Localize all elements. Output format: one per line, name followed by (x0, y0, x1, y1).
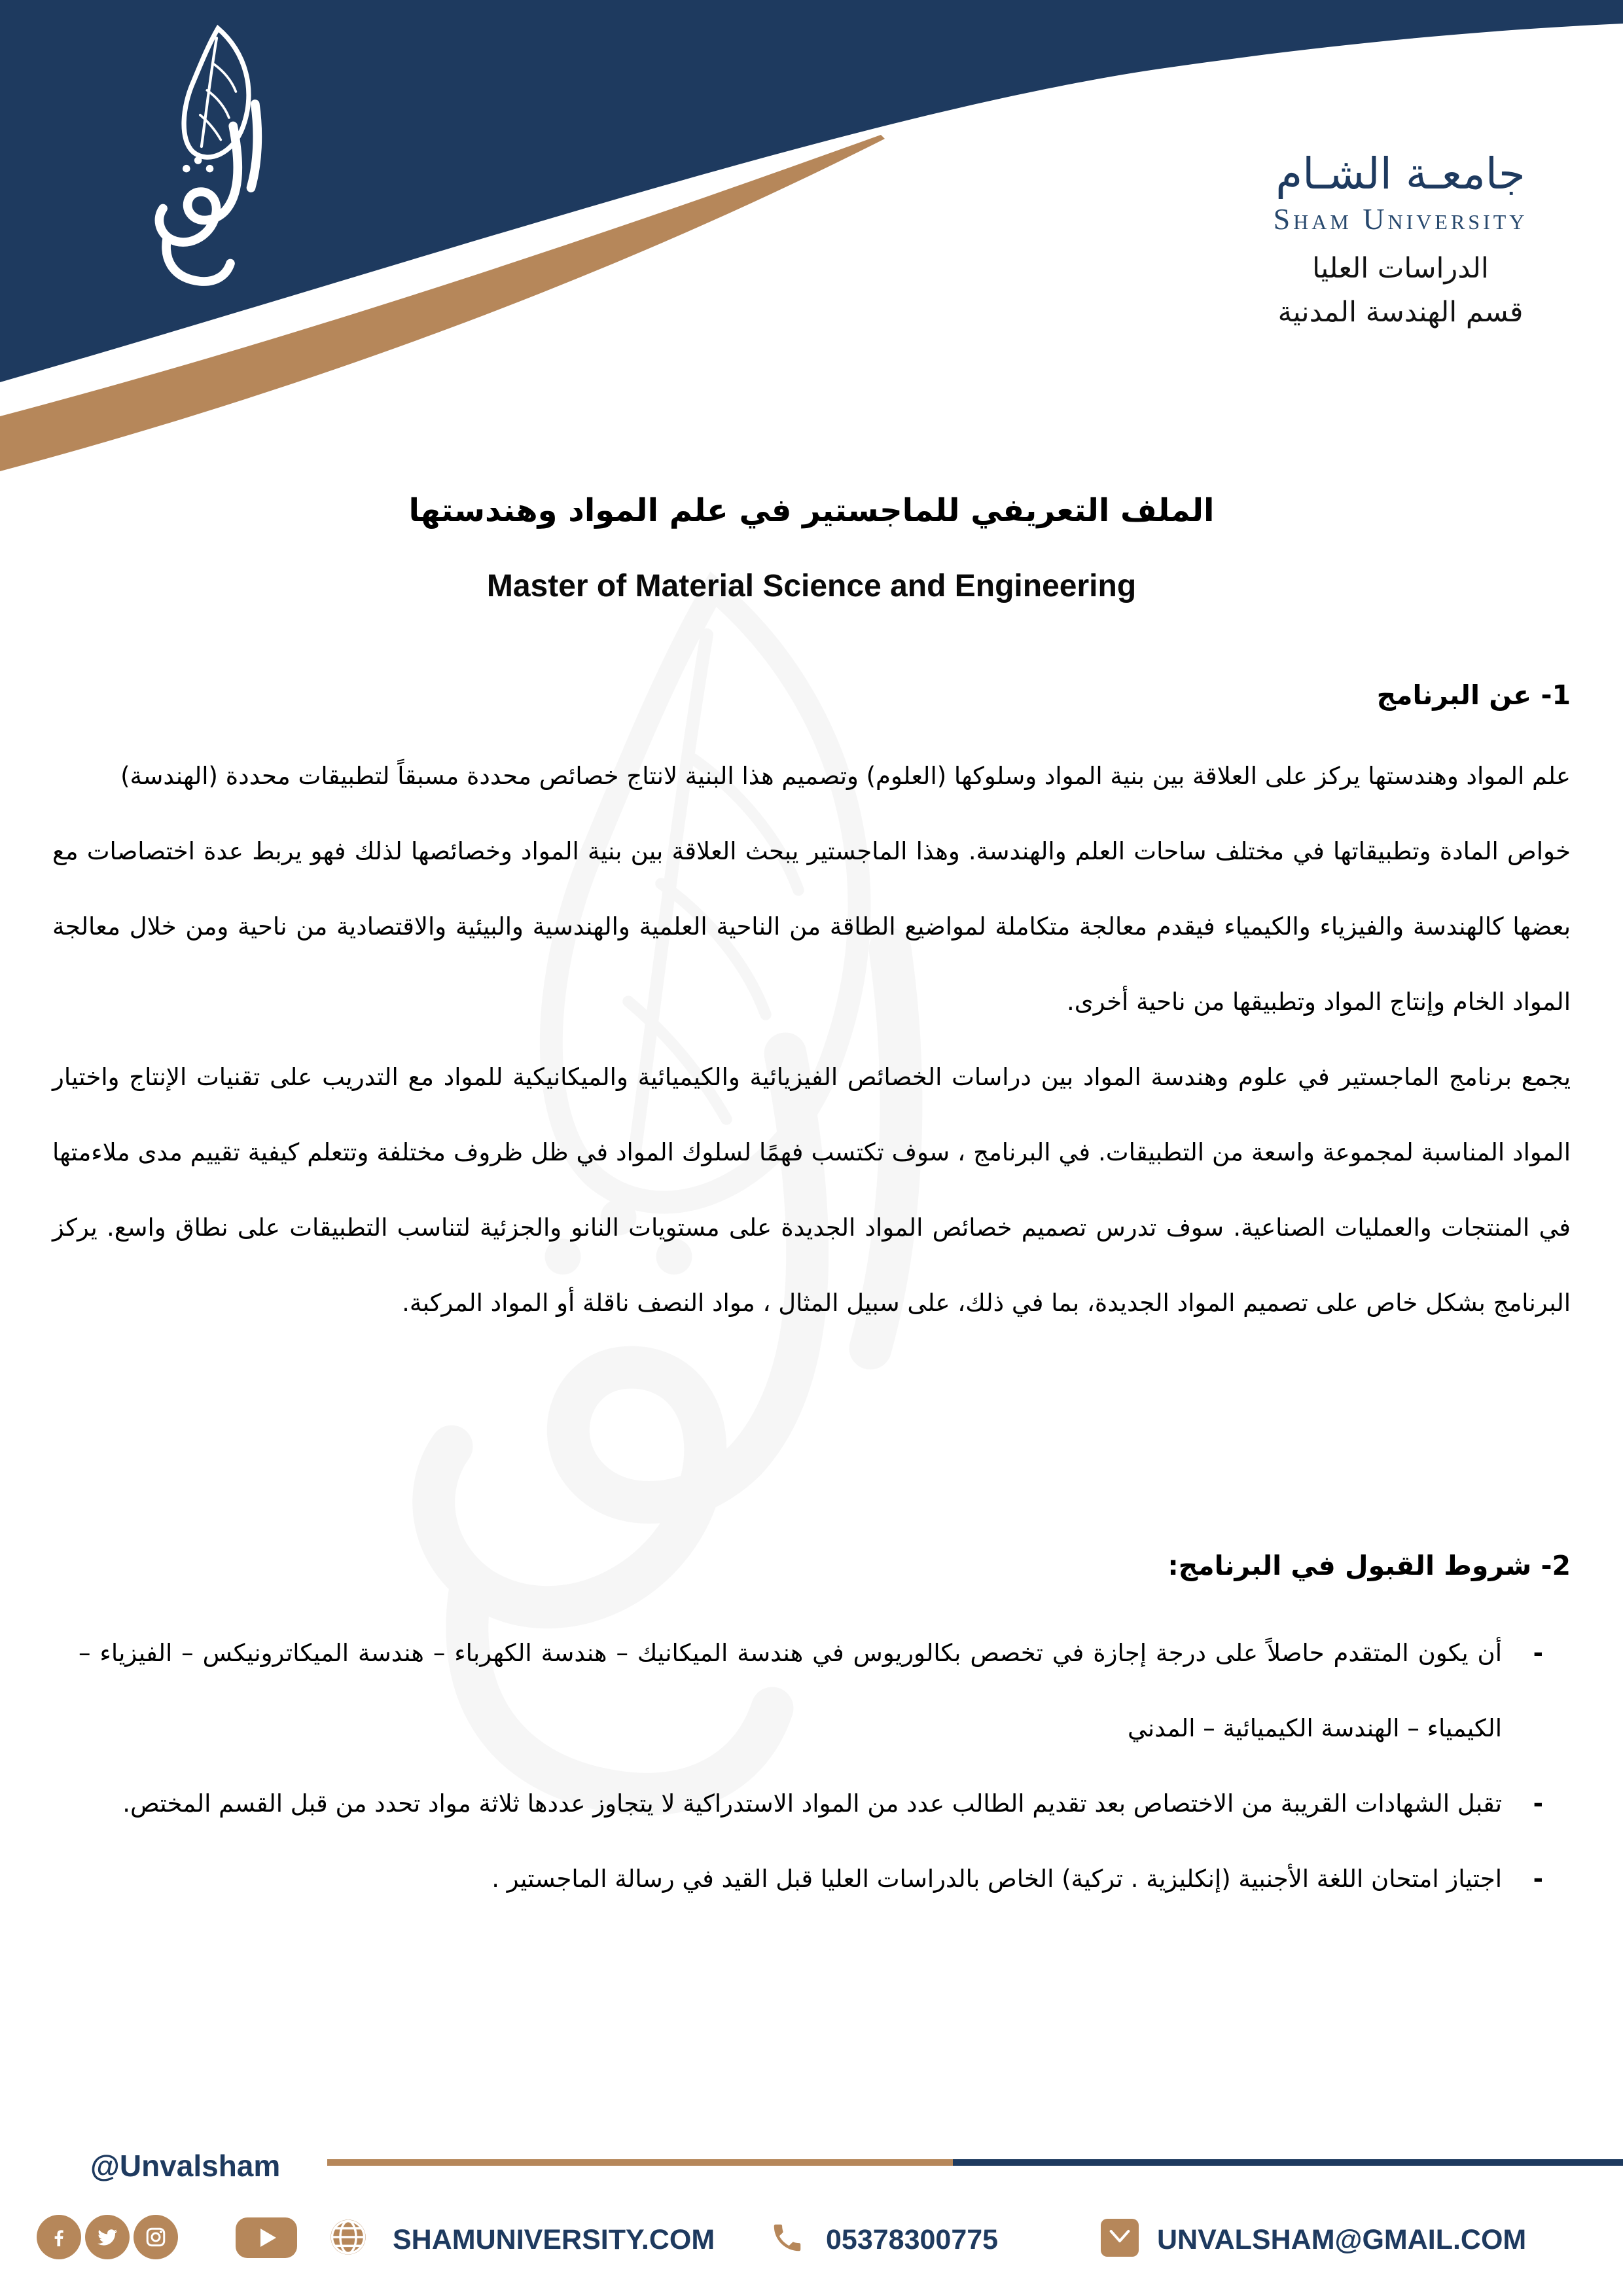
section-heading-about: 1- عن البرنامج (1376, 679, 1571, 711)
bullet-item (79, 1615, 1543, 1766)
paragraph: علم المواد وهندستها يركز على العلاقة بين بنية المواد وسلوكها (العلوم) وتصميم هذا البنية لانتاج خصائص محددة مسبقاً لتطبيقات محددة (الهندسة) (120, 762, 1571, 790)
bullet-item (79, 1766, 1543, 1841)
document-title-arabic: الملف التعريفي للماجستير في علم المواد وهندستها (408, 492, 1215, 529)
youtube-icon (236, 2217, 297, 2258)
department-label: قسم الهندسة المدنية (1277, 295, 1524, 329)
bullet-marker: - (1533, 1865, 1543, 1893)
paragraph: خواص المادة وتطبيقاتها في مختلف ساحات العلم والهندسة. وهذا الماجستير يبحث العلاقة بين بنية المواد وخصائصها لذلك فهو يربط عدة اختصاصات مع بعضها كالهندسة والفيزياء والكيمياء فيقدم معالجة متكاملة لمواضيع الطاقة من الناحية العلمية والهندسية والبيئية والاقتصادية من ناحية ومن خلال معالجة المواد الخام وإنتاج المواد وتطبيقها من ناحية أخرى. (52, 837, 1571, 1016)
university-name-arabic: جامعـة الشـام (1275, 149, 1525, 199)
email-address: UNVALSHAM@GMAIL.COM (1157, 2224, 1527, 2255)
bullet-marker: - (1533, 1639, 1543, 1667)
paragraph: يجمع برنامج الماجستير في علوم وهندسة المواد بين دراسات الخصائص الفيزيائية والكيميائية والميكانيكية للمواد مع التدريب على تقنيات الإنتاج واختيار المواد المناسبة لمجموعة واسعة من التطبيقات. في البرنامج ، سوف تكتسب فهمًا لسلوك المواد في ظل ظروف مختلفة وتتعلم كيفية تقييم مدى ملاءمتها في المنتجات والعمليات الصناعية. سوف تدرس تصميم خصائص المواد الجديدة على مستويات النانو والجزئية لتناسب التطبيقات على نطاق واسع. يركز البرنامج بشكل خاص على تصميم المواد الجديدة، بما في ذلك، على سبيل المثال ، مواد النصف ناقلة أو المواد المركبة. (52, 1063, 1571, 1317)
email-icon (1101, 2219, 1139, 2257)
bullet-text: تقبل الشهادات القريبة من الاختصاص بعد تقديم الطالب عدد من المواد الاستدراكية لا يتجاوز عددها ثلاثة مواد تحدد من قبل القسم المختص. (122, 1789, 1502, 1818)
social-handle: @Unvalsham (90, 2149, 281, 2183)
instagram-icon (134, 2215, 178, 2259)
footer-rule-tan (327, 2159, 953, 2166)
twitter-icon (85, 2215, 130, 2259)
bullet-item (79, 1841, 1543, 1916)
facebook-icon (37, 2215, 81, 2259)
university-name-english: Sham University (1273, 202, 1528, 236)
university-name-block (1217, 149, 1584, 334)
website-link: SHAMUNIVERSITY.COM (393, 2224, 715, 2255)
section-heading-admission: 2- شروط القبول في البرنامج: (1168, 1550, 1571, 1581)
globe-icon (327, 2216, 369, 2258)
about-paragraphs (52, 738, 1571, 1340)
bullet-text: أن يكون المتقدم حاصلاً على درجة إجازة في تخصص بكالوريوس في هندسة الميكانيك – هندسة الكهرباء – هندسة الميكاترونيكس – الفيزياء – الكيمياء – الهندسة الكيميائية – المدني (79, 1639, 1502, 1742)
admission-bullets (79, 1615, 1543, 1916)
bullet-marker: - (1533, 1789, 1543, 1818)
sham-logo (115, 23, 291, 298)
phone-icon (770, 2220, 805, 2255)
phone-number: 05378300775 (826, 2224, 999, 2255)
footer-rule-navy (953, 2159, 1623, 2166)
bullet-text: اجتياز امتحان اللغة الأجنبية (إنكليزية . تركية) الخاص بالدراسات العليا قبل القيد في رسالة الماجستير . (491, 1865, 1502, 1893)
document-title-english: Master of Material Science and Engineering (486, 569, 1137, 603)
graduate-studies-label: الدراسات العليا (1312, 251, 1489, 285)
